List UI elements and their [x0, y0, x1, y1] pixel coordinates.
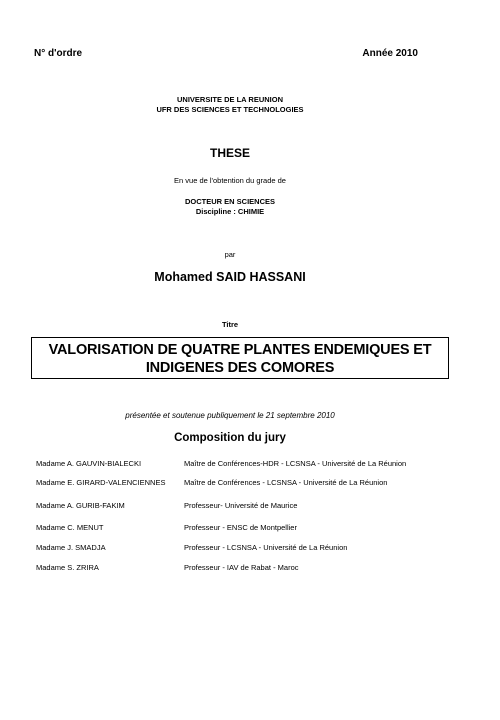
jury-member [0, 501, 500, 513]
jury-member-name: Madame S. ZRIRA [36, 563, 99, 572]
degree-name: DOCTEUR EN SCIENCES [184, 197, 275, 206]
jury-member [0, 478, 500, 490]
by-label: par [224, 250, 236, 259]
jury-heading: Composition du jury [174, 432, 286, 444]
jury-member [0, 563, 500, 575]
grade-intro: En vue de l'obtention du grade de [174, 176, 286, 185]
jury-member-role: Professeur - LCSNSA - Université de La Réunion [184, 543, 348, 552]
jury-member-role: Professeur - IAV de Rabat - Maroc [184, 563, 299, 572]
degree-block [0, 197, 460, 217]
jury-member-name: Madame A. GURIB-FAKIM [36, 501, 125, 510]
university-name: UNIVERSITE DE LA REUNION [177, 95, 283, 104]
jury-member-role: Maître de Conférences-HDR - LCSNSA - Université de La Réunion [184, 459, 407, 468]
jury-member-name: Madame E. GIRARD-VALENCIENNES [36, 478, 166, 487]
thesis-title-line-2: INDIGENES DES COMORES [145, 360, 335, 376]
jury-member [0, 543, 500, 555]
defense-statement: présentée et soutenue publiquement le 21 septembre 2010 [125, 411, 335, 420]
jury-member-role: Professeur - ENSC de Montpellier [184, 523, 297, 532]
jury-member-role: Maître de Conférences - LCSNSA - Université de La Réunion [184, 478, 388, 487]
thesis-label: THESE [209, 146, 250, 160]
discipline: Discipline : CHIMIE [195, 207, 265, 216]
jury-member-name: Madame A. GAUVIN-BIALECKI [36, 459, 142, 468]
jury-member [0, 459, 500, 471]
title-label: Titre [221, 320, 239, 329]
jury-member-name: Madame C. MENUT [36, 523, 104, 532]
author-name: Mohamed SAID HASSANI [154, 270, 306, 284]
thesis-title-box [31, 337, 449, 379]
institution-block [0, 95, 460, 115]
order-number: N° d'ordre [34, 48, 83, 59]
jury-member [0, 523, 500, 535]
jury-member-role: Professeur- Université de Maurice [184, 501, 298, 510]
faculty-name: UFR DES SCIENCES ET TECHNOLOGIES [156, 105, 304, 114]
thesis-title-line-1: VALORISATION DE QUATRE PLANTES ENDEMIQUES ET [48, 342, 432, 358]
year: Année 2010 [362, 48, 418, 59]
jury-member-name: Madame J. SMADJA [36, 543, 106, 552]
